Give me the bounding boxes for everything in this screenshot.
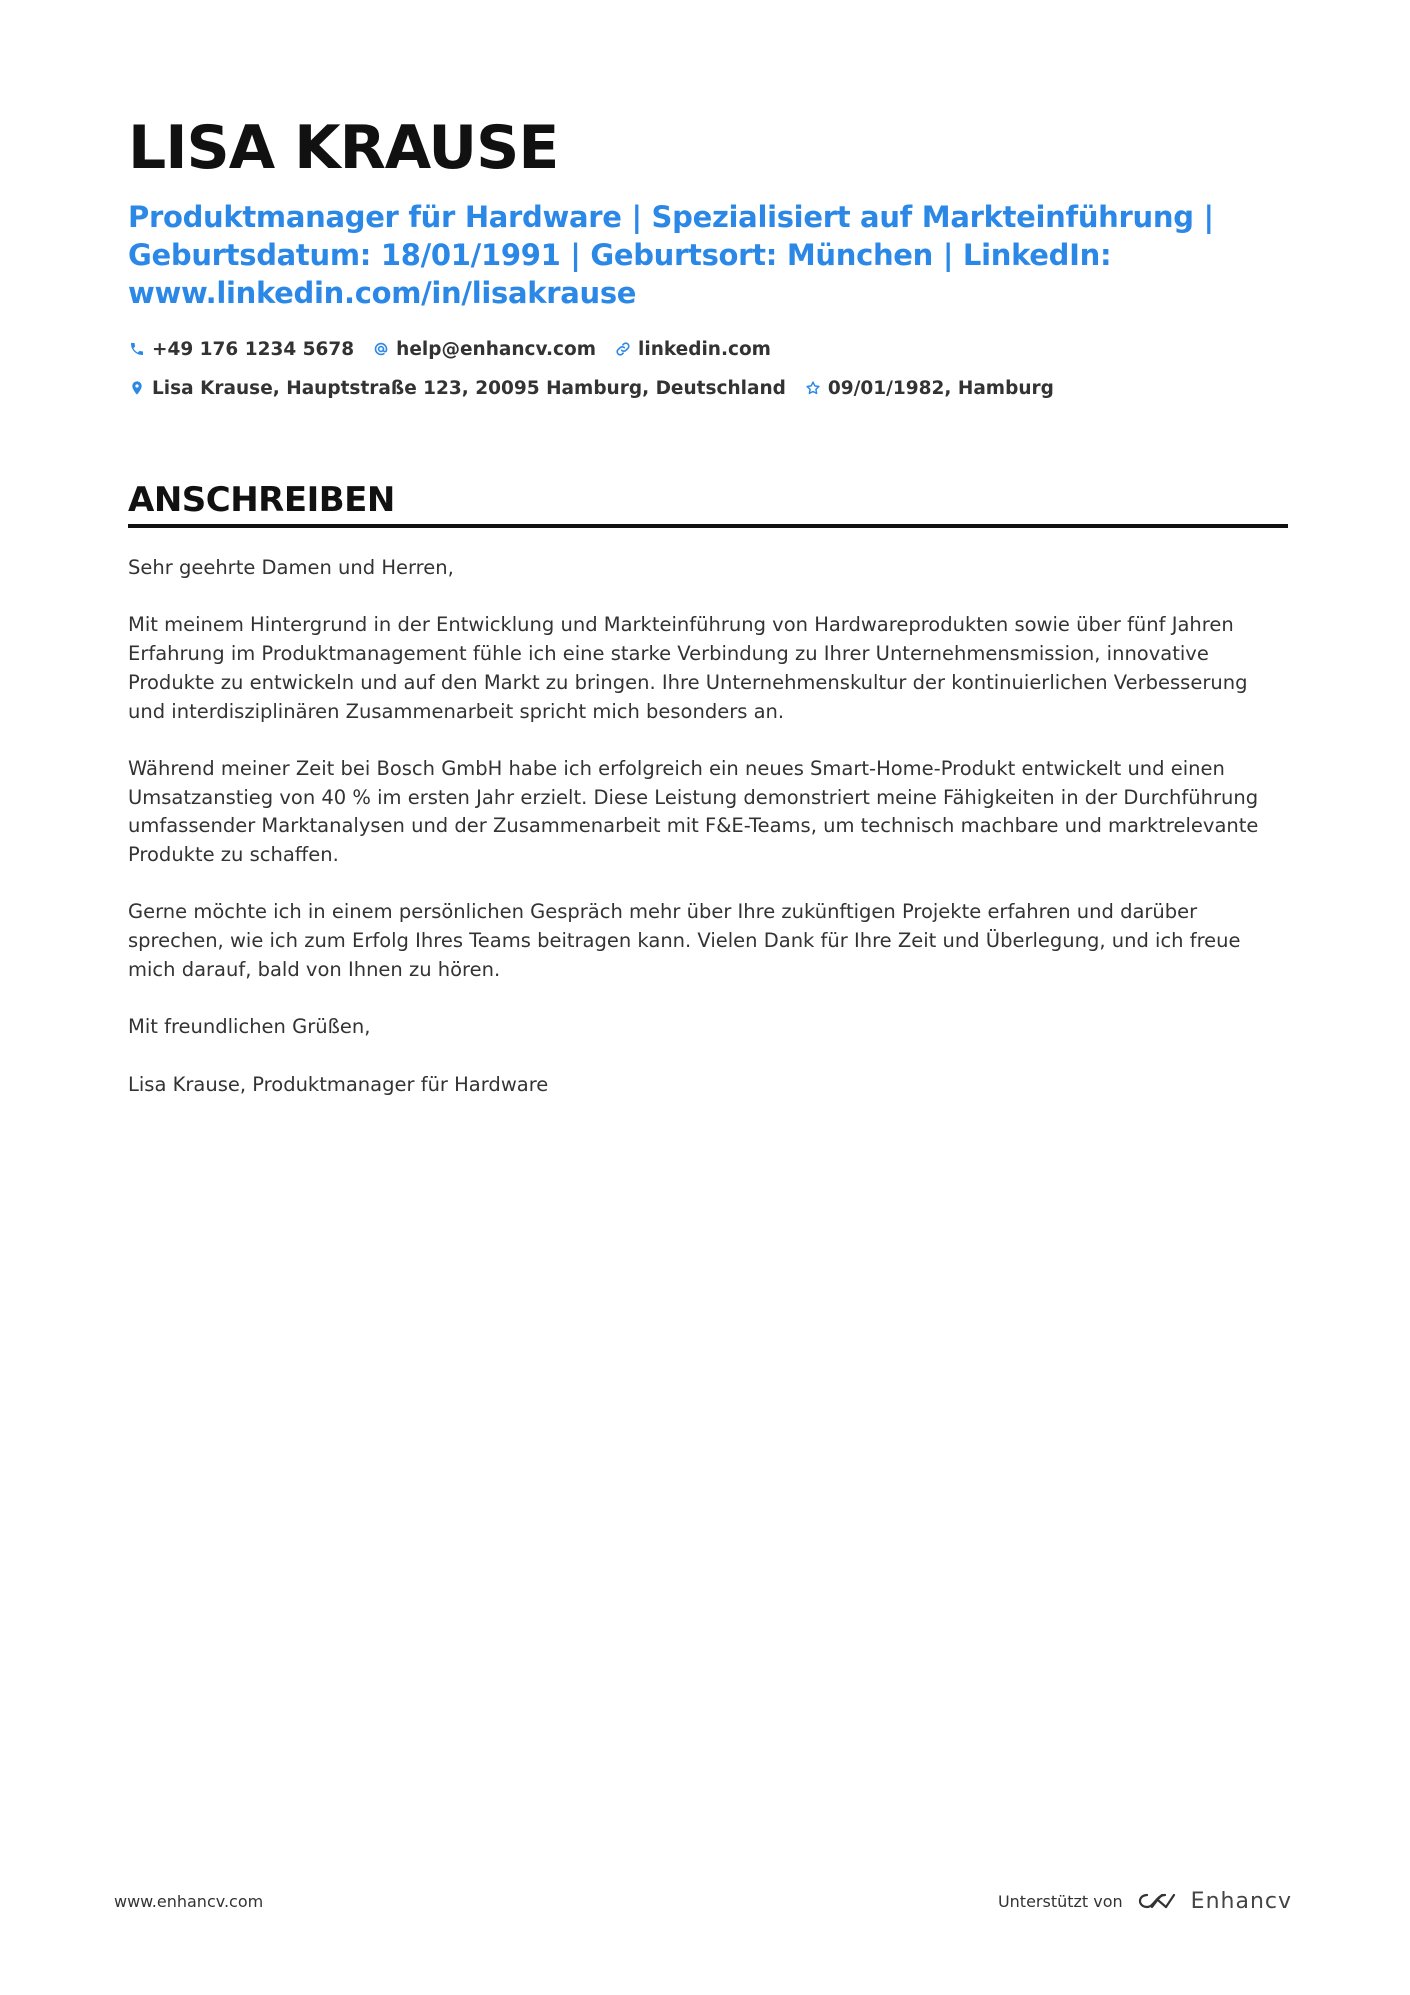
contact-info bbox=[128, 336, 1288, 401]
birth-text: 09/01/1982, Hamburg bbox=[827, 377, 1054, 399]
footer bbox=[114, 1886, 1292, 1916]
contact-address bbox=[128, 378, 786, 399]
letter-paragraph: Gerne möchte ich in einem persönlichen Gespräch mehr über Ihre zukünftigen Projekte erfahren und darüber sprechen, wie ich zum Erfolg Ihres Teams beitragen kann. Vielen Dank für Ihre Zeit und Überlegung, und ich freue mich darauf, bald von Ihnen zu hören. bbox=[128, 900, 1241, 981]
headline-line: Geburtsdatum: 18/01/1991 | Geburtsort: München | LinkedIn: bbox=[128, 238, 1112, 272]
cover-letter-section bbox=[128, 478, 1288, 1128]
section-title: ANSCHREIBEN bbox=[128, 480, 395, 520]
letter-signature: Lisa Krause, Produktmanager für Hardware bbox=[128, 1072, 549, 1096]
headline-line: www.linkedin.com/in/lisakrause bbox=[128, 276, 637, 310]
link-icon bbox=[614, 340, 632, 358]
section-divider bbox=[128, 524, 1288, 528]
phone-icon bbox=[128, 340, 146, 358]
address-text: Lisa Krause, Hauptstraße 123, 20095 Hamburg, Deutschland bbox=[152, 377, 786, 399]
phone-text: +49 176 1234 5678 bbox=[152, 338, 355, 360]
contact-email[interactable] bbox=[372, 339, 596, 360]
letter-closing: Mit freundlichen Grüßen, bbox=[128, 1015, 371, 1039]
email-text: help@enhancv.com bbox=[396, 338, 597, 360]
contact-phone bbox=[128, 339, 354, 360]
letter-greeting: Sehr geehrte Damen und Herren, bbox=[128, 556, 454, 579]
powered-by-label: Unterstützt von bbox=[997, 1891, 1123, 1911]
headline bbox=[128, 198, 1288, 312]
header bbox=[128, 108, 1288, 414]
contact-row bbox=[128, 375, 1288, 401]
headline-line: Produktmanager für Hardware | Spezialisiert auf Markteinführung | bbox=[128, 200, 1214, 234]
brand-name: Enhancv bbox=[1190, 1888, 1292, 1914]
letter-paragraph: Während meiner Zeit bei Bosch GmbH habe ich erfolgreich ein neues Smart-Home-Produkt entwickelt und einen Umsatzanstieg von 40 % im ersten Jahr erzielt. Diese Leistung demonstriert meine Fähigkeiten in der Durchführung umfassender Marktanalysen und der Zusammenarbeit mit F&E-Teams, um technisch machbare und marktrelevante Produkte zu schaffen. bbox=[128, 756, 1259, 866]
linkedin-text: linkedin.com bbox=[638, 338, 771, 360]
letter-paragraph: Mit meinem Hintergrund in der Entwicklung und Markteinführung von Hardwareprodukten sowie über fünf Jahren Erfahrung im Produktmanagement fühle ich eine starke Verbindung zu Ihrer Unternehmensmission, innovative Produkte zu entwickeln und auf den Markt zu bringen. Ihre Unternehmenskultur der kontinuierlichen Verbesserung und interdisziplinären Zusammenarbeit spricht mich besonders an. bbox=[128, 613, 1248, 723]
enhancv-logo-icon bbox=[1135, 1889, 1181, 1913]
location-pin-icon bbox=[128, 379, 146, 397]
candidate-name: LISA KRAUSE bbox=[128, 113, 559, 183]
contact-birth bbox=[804, 378, 1054, 399]
powered-by bbox=[998, 1889, 1292, 1914]
footer-website-link[interactable]: www.enhancv.com bbox=[114, 1891, 264, 1911]
letter-body bbox=[128, 554, 1288, 1099]
star-icon bbox=[804, 379, 822, 397]
contact-linkedin[interactable] bbox=[614, 339, 771, 360]
contact-row bbox=[128, 336, 1288, 362]
at-sign-icon bbox=[372, 340, 390, 358]
